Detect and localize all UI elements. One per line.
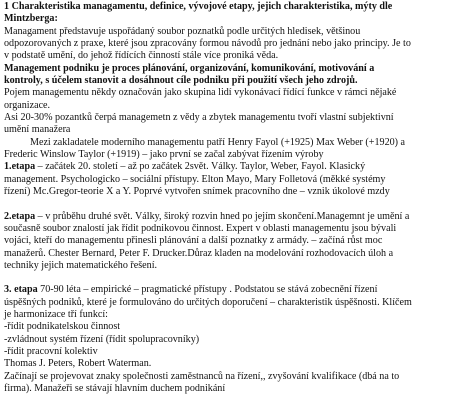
founders-paragraph xyxy=(4,137,466,149)
text-line: Začínají se projevovat znaky společnosti zaměstnanců na řízení,, zvyšování kvalifikace (dbá na to xyxy=(4,370,400,382)
text-line: Thomas J. Peters, Robert Waterman. xyxy=(4,358,152,370)
text-line: techniky jejich matematického řešení. xyxy=(4,259,158,271)
text-line: Asi 20-30% pozantků čerpá managemetn z vědy a zbytek managementu tvoří vlastní subjektivní xyxy=(4,112,394,124)
text-line: umění manažera xyxy=(4,124,71,136)
etapa-3-first-line: 70-90 léta – empirické – pragmatické přístupy . Podstatou se stává zobecnění řízení xyxy=(37,284,378,296)
founders-paragraph-cont xyxy=(4,149,466,161)
etapa-1-paragraph xyxy=(4,161,466,198)
paragraph-gap xyxy=(4,199,466,211)
definition-paragraph xyxy=(4,26,466,63)
text-line: úspěšných podniků, které je formulováno do určitých doporučení – charakteristik úspěšnosti. Klíčem xyxy=(4,296,412,308)
etapa-1-first-line: – začátek 20. století – až po začátek 2svět. Války. Taylor, Weber, Fayol. Klasický xyxy=(35,161,366,173)
list-item: -zvládnout systém řízení (řídit spolupracovníky) xyxy=(4,333,200,345)
text-line: odpozorovaných z praxe, které jsou zpracovány formou návodů pro jednání nebo jako principy. Je to xyxy=(4,38,411,50)
text-line: firma). Manažeři se stávají hlavním duchem podnikání xyxy=(4,382,226,394)
etapa-2-label: 2.etapa xyxy=(4,210,36,222)
text-line: Mezi zakladatele moderního managementu patří Henry Fayol (+1925) Max Weber (+1920) a xyxy=(30,136,406,148)
text-line: Managament představuje uspořádaný soubor poznatků podle určitých hledisek, většinou xyxy=(4,25,361,37)
etapa-3-label: 3. etapa xyxy=(4,284,38,296)
text-line: současně soubor znalostí jak řídit podnikovou činnost. Expert v oblasti managementu jsou bývali xyxy=(4,222,397,234)
text-line: manažerů. Chester Bernard, Peter F. Drucker.Důraz kladen na modelování rozhodovacích úloh a xyxy=(4,247,394,259)
text-line: vojáci, kteří do managementu přinesli plánování a další poznatky z armády. – začíná růst moc xyxy=(4,235,383,247)
text-line: řízení) Mc.Gregor-teorie X a Y. Poprvé vytvořen snímek pracovního dne – vznik úkolové mzdy xyxy=(4,186,390,198)
management-group-paragraph xyxy=(4,87,466,136)
text-line: Pojem managementu někdy označován jako skupina lidí vykonávací řídící funkce v rámci nějaké xyxy=(4,87,397,99)
heading-line-2: Mintzberga: xyxy=(4,13,58,25)
paragraph-gap xyxy=(4,272,466,284)
bold-definition xyxy=(4,63,466,88)
etapa-3-paragraph xyxy=(4,284,466,395)
etapa-2-first-line: – v průběhu druhé svět. Války, široký rozvin hned po jejím skončení.Managemnt je umění a xyxy=(35,210,410,222)
document-body xyxy=(4,1,466,395)
section-heading xyxy=(4,1,466,26)
heading-line-1: 1 Charakteristika managamentu, definice, vývojové etapy, jejich charakteristika, mýty dle xyxy=(4,1,393,12)
bold-line: kontroly, s účelem stanovit a dosáhnout cíle podniku při použití všech jeho zdrojů. xyxy=(4,75,358,87)
text-line: organizace. xyxy=(4,99,51,111)
text-line: Frederic Winslow Taylor (+1919) – jako první se začal zabývat řízením výroby xyxy=(4,149,324,161)
etapa-2-paragraph xyxy=(4,211,466,273)
list-item: -řídit podnikatelskou činnost xyxy=(4,321,121,333)
bold-line: Management podniku je proces plánování, organizování, komunikování, motivování a xyxy=(4,62,375,74)
text-line: v podstatě umění, do jehož řídících činností stále více proniká věda. xyxy=(4,50,279,62)
text-line: je harmonizace tří funkcí: xyxy=(4,308,108,320)
list-item: -řídit pracovní kolektiv xyxy=(4,345,98,357)
etapa-1-label: 1.etapa xyxy=(4,161,36,173)
text-line: management. Psychologicko – sociální přístupy. Elton Mayo, Mary Folletová (měkké systémy xyxy=(4,173,386,185)
